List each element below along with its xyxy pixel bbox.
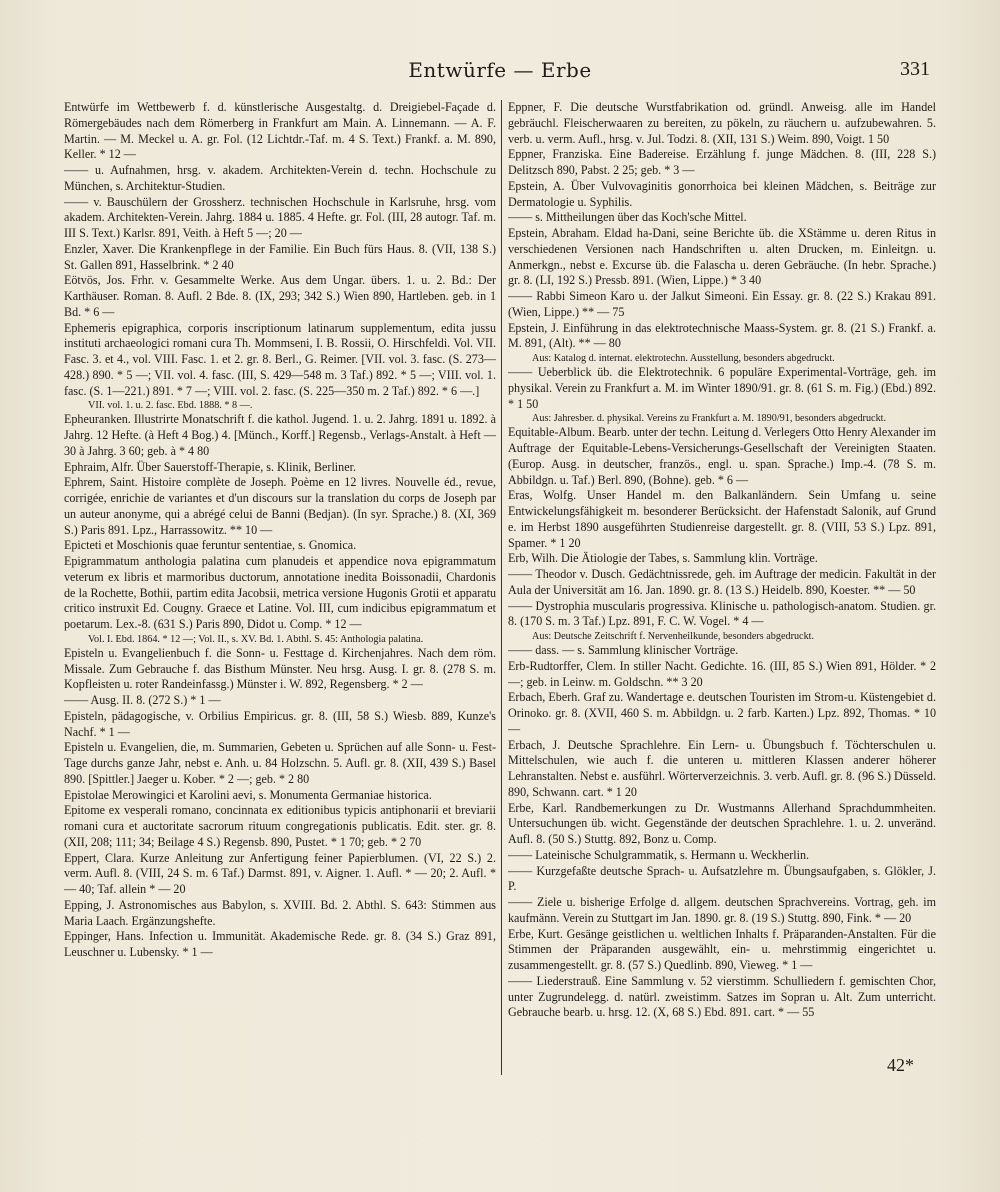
bibliography-entry: Erb, Wilh. Die Ätiologie der Tabes, s. Sammlung klin. Vorträge.: [508, 551, 818, 566]
bibliography-entry: Erb-Rudtorffer, Clem. In stiller Nacht. Gedichte. 16. (III, 85 S.) Wien 891, Hölder. * 2 —; geb. in Leinw. m. Goldschn. ** 3 20: [508, 658, 936, 689]
bibliography-entry: Eppert, Clara. Kurze Anleitung zur Anfertigung feiner Papierblumen. (VI, 22 S.) 2. verm. Aufl. 8. (VIII, 24 S. m. 6 Taf.) Darmst. 891, v. Aigner. 1. Aufl. * — 20; 2. Aufl. * — 40; Taf. allein * — 20: [64, 850, 496, 896]
bibliography-entry: Epstein, A. Über Vulvovaginitis gonorrhoica bei kleinen Mädchen, s. Beiträge zur Dermatologie u. Syphilis.: [508, 178, 936, 209]
bibliography-entry: —— Theodor v. Dusch. Gedächtnissrede, geh. im Auftrage der medicin. Fakultät in der Aula der Universität am 16. Jan. 1890. gr. 8. (13 S.) Heidelb. 890, Koester. ** — 50: [508, 567, 936, 597]
page-header: [0, 58, 1000, 88]
bibliography-entry: —— s. Mittheilungen über das Koch'sche Mittel.: [508, 210, 747, 225]
bibliography-entry: Erbe, Kurt. Gesänge geistlichen u. weltlichen Inhalts f. Präparanden-Anstalten. Für die Stimmen der Präparanden ausgewählt, ein- u. mehrstimmig eingerichtet u. zusammengestellt. gr. 8. (57 S.) Quedlinb. 890, Vieweg. * 1 —: [508, 926, 936, 972]
bibliography-entry: Eppner, Franziska. Eine Badereise. Erzählung f. junge Mädchen. 8. (III, 228 S.) Delitzsch 890, Pabst. 2 25; geb. * 3 —: [508, 147, 936, 177]
left-column: [64, 100, 496, 1100]
bibliography-entry: Eras, Wolfg. Unser Handel m. den Balkanländern. Sein Umfang u. seine Entwickelungsfähigkeit m. besonderer Berücksicht. der Hafenstadt Salonik, auf Grund e. im Herbst 1890 ausgeführten Studienreise dargestellt. gr. 8. (VIII, 53 S.) Lpz. 891, Spamer. * 1 20: [508, 488, 936, 550]
bibliography-entry: Epping, J. Astronomisches aus Babylon, s. XVIII. Bd. 2. Abthl. S. 643: Stimmen aus Maria Laach. Ergänzungshefte.: [64, 897, 496, 928]
right-column: [508, 100, 936, 1100]
bibliography-entry: Epheuranken. Illustrirte Monatschrift f. die kathol. Jugend. 1. u. 2. Jahrg. 1891 u. 1892. à Jahrg. 12 Hefte. (à Heft 4 Bog.) 4. [Münch., Korff.] Regensb., Verlags-Anstalt. à Heft — 30 à Jahrg. 3 60; geb. à * 4 80: [64, 412, 496, 458]
bibliography-entry: Entwürfe im Wettbewerb f. d. künstlerische Ausgestaltg. d. Dreigiebel-Façade d. Römergebäudes nach dem Römerberg in Frankfurt am Main. A. Linnemann. — A. F. Martin. — M. Meckel u. A. gr. Fol. (12 Lichtdr.-Taf. m. 4 S. Text.) Frankf. a. M. 890, Keller. * 12 —: [64, 100, 496, 162]
bibliography-entry: Epicteti et Moschionis quae feruntur sententiae, s. Gnomica.: [64, 538, 357, 553]
bibliography-entry: Epistolae Merowingici et Karolini aevi, s. Monumenta Germaniae historica.: [64, 787, 432, 802]
bibliography-entry: —— Dystrophia muscularis progressiva. Klinische u. pathologisch-anatom. Studien. gr. 8. (170 S. m. 3 Taf.) Lpz. 891, F. C. W. Vogel. * 4 —: [508, 598, 936, 629]
bibliography-entry: Ephrem, Saint. Histoire complète de Joseph. Poème en 12 livres. Nouvelle éd., revue, corrigée, enrichie de variantes et d'un discours sur la translation du corps de Joseph par un auteur anonyme, qui a abrégé celui de Banni (Bedjan). (In syr. Sprache.) 8. (XI, 369 S.) Paris 891. Lpz., Harrassowitz. ** 10 —: [64, 475, 496, 537]
column-divider: [501, 100, 502, 1075]
page-number: 331: [900, 58, 930, 80]
bibliography-entry: —— Lateinische Schulgrammatik, s. Hermann u. Weckherlin.: [508, 847, 810, 862]
bibliography-entry: —— u. Aufnahmen, hrsg. v. akadem. Architekten-Verein d. techn. Hochschule zu München, s. Architektur-Studien.: [64, 163, 496, 193]
bibliography-entry: Vol. I. Ebd. 1864. * 12 —; Vol. II., s. XV. Bd. 1. Abthl. S. 45: Anthologia palatina.: [88, 633, 424, 645]
bibliography-entry: Epigrammatum anthologia palatina cum planudeis et appendice nova epigrammatum veterum ex libris et marmoribus ductorum, annotatione inedita Boissonadii, Chardonis de la Rochette, Bothii, partim edita Jacobsii, metrica versione Hugonis Grotii et apparatu critico instruxit Ed. Cougny. Graece et Latine. Vol. III, cum indicibus epigrammatum et poetarum. Lex.-8. (631 S.) Paris 890, Didot u. Comp. * 12 —: [64, 554, 496, 631]
bibliography-entry: Epitome ex vesperali romano, concinnata ex editionibus typicis antiphonarii et breviarii romani cura et auctoritate sacrorum rituum congregationis publicatis. Edit. ster. gr. 8. (XII, 208; 111; 34; Beilage 4 S.) Regensb. 890, Pustet. * 1 70; geb. * 2 70: [64, 803, 496, 849]
bibliography-entry: Eppinger, Hans. Infection u. Immunität. Akademische Rede. gr. 8. (34 S.) Graz 891, Leuschner u. Lubensky. * 1 —: [64, 929, 496, 959]
bibliography-entry: Erbach, Eberh. Graf zu. Wandertage e. deutschen Touristen im Strom-u. Küstengebiet d. Orinoko. gr. 8. (XVII, 460 S. m. Abbildgn. u. 2 farb. Karten.) Lpz. 892, Thomas. * 10 —: [508, 690, 936, 736]
signature-mark: 42*: [887, 1055, 914, 1075]
bibliography-entry: Erbe, Karl. Randbemerkungen zu Dr. Wustmanns Allerhand Sprachdummheiten. Untersuchungen üb. wicht. Gegenstände der deutschen Sprachlehre. 1. u. 2. unveränd. Aufl. 8. (50 S.) Stuttg. 892, Bonz u. Comp.: [508, 800, 936, 846]
bibliography-entry: Enzler, Xaver. Die Krankenpflege in der Familie. Ein Buch fürs Haus. 8. (VII, 138 S.) St. Gallen 891, Hasselbrink. * 2 40: [64, 241, 496, 272]
bibliography-entry: Ephemeris epigraphica, corporis inscriptionum latinarum supplementum, edita jussu instituti archaeologici romani cura Th. Mommseni, I. B. Rossii, O. Hirschfeldi. Vol. VII. Fasc. 3. et 4., vol. VIII. Fasc. 1. et 2. gr. 8. Berl., G. Reimer. [VII. vol. 3. fasc. (S. 273—428.) 890. * 5 —; VII. vol. 4. fasc. (III, S. 429—548 m. 3 Taf.) 892. * 5 —; VIII. vol. 1. fasc. (S. 1—221.) 891. * 7 —; VIII. vol. 2. fasc. (S. 225—350 m. 2 Taf.) 892. * 6 —.]: [64, 320, 496, 398]
bibliography-entry: Epstein, J. Einführung in das elektrotechnische Maass-System. gr. 8. (21 S.) Frankf. a. M. 891, (Alt). ** — 80: [508, 320, 936, 351]
bibliography-entry: Episteln u. Evangelienbuch f. die Sonn- u. Festtage d. Kirchenjahres. Nach dem röm. Missale. Zum Gebrauche f. das Bisthum Münster. Neu hrsg. Ausg. I. gr. 8. (278 S. m. Kopfleisten u. roter Randeinfassg.) Münster i. W. 892, Regensberg. * 2 —: [64, 645, 496, 692]
bibliography-entry: Aus: Jahresber. d. physikal. Vereins zu Frankfurt a. M. 1890/91, besonders abgedruckt.: [532, 413, 887, 425]
bibliography-entry: —— dass. — s. Sammlung klinischer Vorträge.: [508, 643, 739, 657]
bibliography-entry: Aus: Katalog d. internat. elektrotechn. Ausstellung, besonders abgedruckt.: [532, 353, 835, 364]
bibliography-entry: —— Liederstrauß. Eine Sammlung v. 52 vierstimm. Schulliedern f. gemischten Chor, unter Zugrundelegg. d. natürl. zweistimm. Satzes im Sopran u. Alt. Zum unterricht. Gebrauche bearb. u. hrsg. 12. (X, 68 S.) Ebd. 891. cart. * — 55: [508, 973, 936, 1020]
bibliography-entry: VII. vol. 1. u. 2. fasc. Ebd. 1888. * 8 —.: [88, 400, 253, 412]
bibliography-entry: Aus: Deutsche Zeitschrift f. Nervenheilkunde, besonders abgedruckt.: [532, 631, 815, 642]
bibliography-entry: Equitable-Album. Bearb. unter der techn. Leitung d. Verlegers Otto Henry Alexander im Auftrage der Equitable-Lebens-Versicherungs-Gesellschaft der Vereinigten Staaten. (Europ. Ausg. in deutscher, französ., engl. u. span. Sprache.) Imp.-4. (78 S. m. Abbildgn. u. Taf.) Berl. 890, (Bohne). geb. * 6 —: [508, 425, 936, 487]
bibliography-entry: Eppner, F. Die deutsche Wurstfabrikation od. gründl. Anweisg. alle im Handel gebräuchl. Fleischerwaaren zu bereiten, zu pökeln, zu räuchern u. aufzubewahren. 5. verb. u. verm. Aufl., hrsg. v. Jul. Todzi. 8. (XII, 131 S.) Weim. 890, Voigt. 1 50: [508, 100, 936, 146]
bibliography-entry: —— Ueberblick üb. die Elektrotechnik. 6 populäre Experimental-Vorträge, geh. im physikal. Verein zu Frankfurt a. M. im Winter 1890/91. gr. 8. (61 S. m. Fig.) (Ebd.) 892. * 1 50: [508, 365, 936, 411]
bibliography-entry: Epstein, Abraham. Eldad ha-Dani, seine Berichte üb. die XStämme u. deren Ritus in verschiedenen Versionen nach Handschriften u. alten Drucken, m. Einleitgn. u. Anmerkgn., nebst e. Excurse üb. die Falascha u. deren Gebräuche. (In hebr. Sprache.) gr. 8. (LI, 192 S.) Pressb. 891. (Wien, Lippe.) * 3 40: [508, 226, 936, 288]
bibliography-entry: —— v. Bauschülern der Grossherz. technischen Hochschule in Karlsruhe, hrsg. vom akadem. Architekten-Verein. Jahrg. 1884 u. 1885. 4 Hefte. gr. Fol. (III, 28 autogr. Taf. m. III S. Text.) Karlsr. 891, Veith. à Heft 5 —; 20 —: [64, 194, 496, 240]
running-title: Entwürfe — Erbe: [408, 58, 592, 82]
bibliography-entry: —— Ausg. II. 8. (272 S.) * 1 —: [64, 693, 221, 707]
bibliography-entry: Erbach, J. Deutsche Sprachlehre. Ein Lern- u. Übungsbuch f. Töchterschulen u. Mittelschulen, wie auch f. die unteren u. mittleren Klassen anderer höherer Lehranstalten. Nebst e. ausführl. Wörterverzeichnis. 3. verb. Aufl. gr. 8. (96 S.) Düsseld. 890, Schwann. cart. * 1 20: [508, 737, 936, 799]
bibliography-entry: Episteln u. Evangelien, die, m. Summarien, Gebeten u. Sprüchen auf alle Sonn- u. Fest-Tage durchs ganze Jahr, nebst e. Anh. u. 84 Holzschn. 5. Aufl. gr. 8. (XII, 439 S.) Basel 890. [Spittler.] Jaeger u. Kober. * 2 —; geb. * 2 80: [64, 740, 496, 786]
bibliography-entry: Eötvös, Jos. Frhr. v. Gesammelte Werke. Aus dem Ungar. übers. 1. u. 2. Bd.: Der Karthäuser. Roman. 8. Aufl. 2 Bde. 8. (IX, 293; 342 S.) Wien 890, Hartleben. geb. in 1 Bd. * 6 —: [64, 273, 496, 319]
bibliography-entry: —— Kurzgefaßte deutsche Sprach- u. Aufsatzlehre m. Übungsaufgaben, s. Glökler, J. P.: [508, 863, 936, 894]
bibliography-entry: —— Rabbi Simeon Karo u. der Jalkut Simeoni. Ein Essay. gr. 8. (22 S.) Krakau 891. (Wien, Lippe.) ** — 75: [508, 289, 936, 319]
bibliography-entry: —— Ziele u. bisherige Erfolge d. allgem. deutschen Sprachvereins. Vortrag, geh. im kaufmänn. Verein zu Stuttgart im Jan. 1890. gr. 8. (19 S.) Stuttg. 890, Fink. * — 20: [508, 895, 936, 925]
bibliography-entry: Episteln, pädagogische, v. Orbilius Empiricus. gr. 8. (III, 58 S.) Wiesb. 889, Kunze's Nachf. * 1 —: [64, 708, 496, 739]
bibliography-entry: Ephraim, Alfr. Über Sauerstoff-Therapie, s. Klinik, Berliner.: [64, 459, 356, 474]
